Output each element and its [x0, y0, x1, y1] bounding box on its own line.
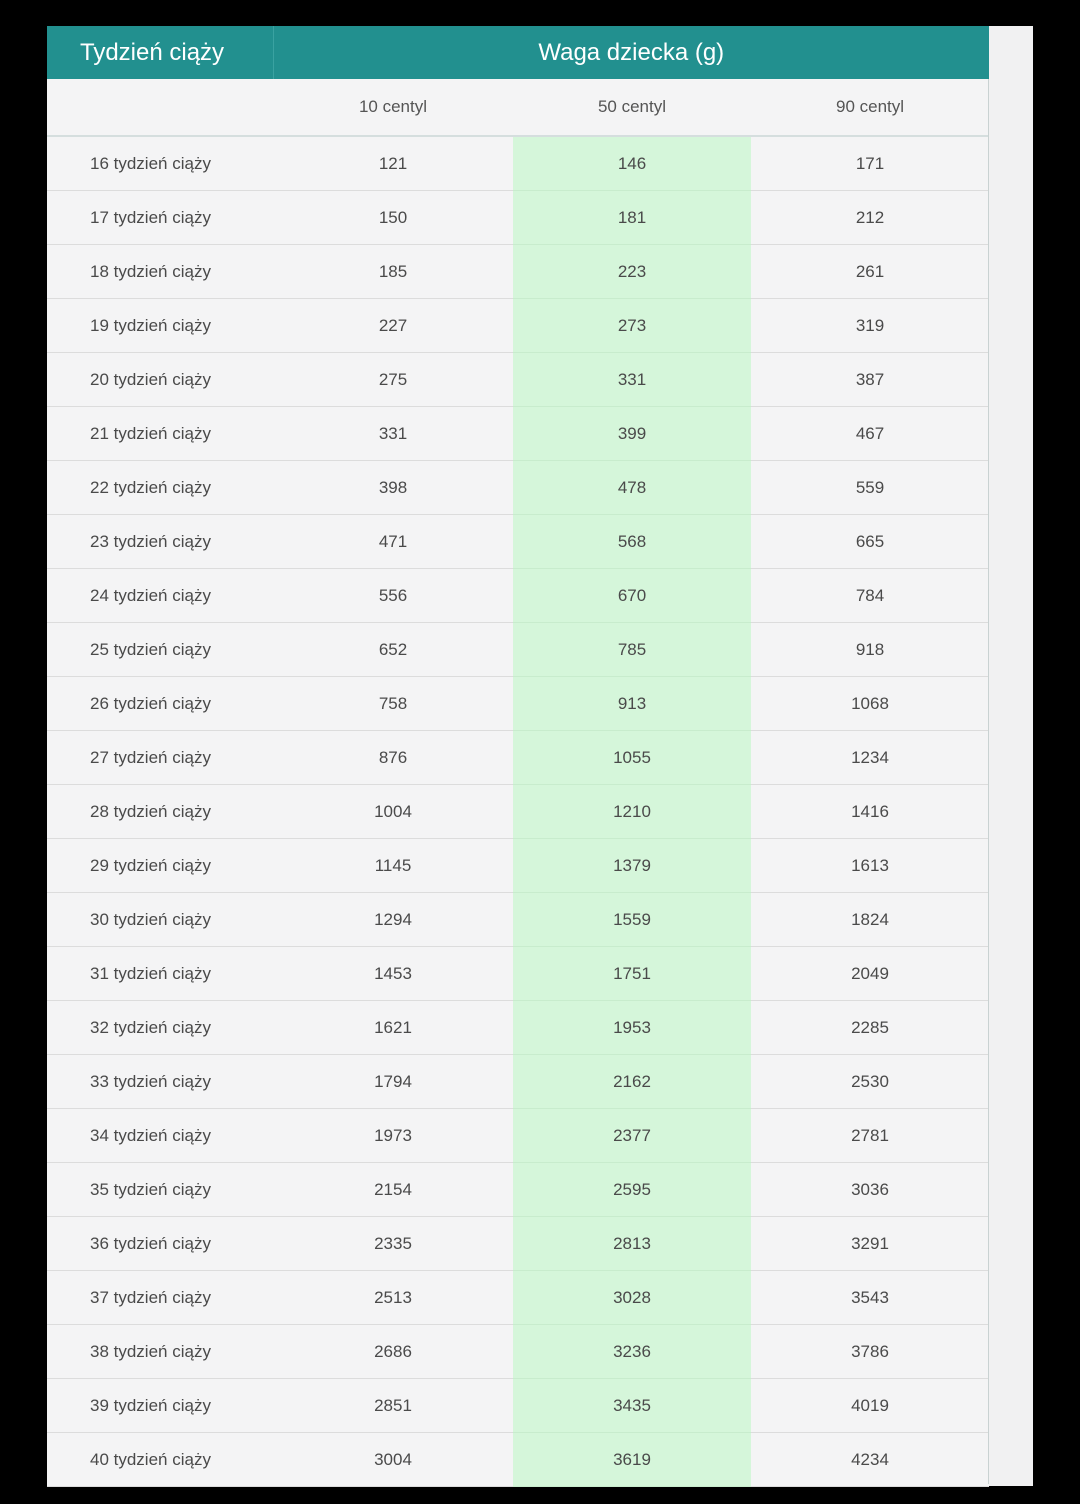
percentile-90-cell: 918	[751, 623, 989, 677]
percentile-50-cell: 1559	[513, 893, 751, 947]
week-cell: 38 tydzień ciąży	[47, 1325, 273, 1379]
percentile-10-cell: 876	[273, 731, 513, 785]
week-cell: 37 tydzień ciąży	[47, 1271, 273, 1325]
table-row	[47, 1163, 989, 1217]
percentile-90-cell: 467	[751, 407, 989, 461]
week-cell: 21 tydzień ciąży	[47, 407, 273, 461]
week-cell: 28 tydzień ciąży	[47, 785, 273, 839]
table-row	[47, 353, 989, 407]
percentile-50-cell: 1379	[513, 839, 751, 893]
percentile-50-cell: 181	[513, 191, 751, 245]
percentile-10-cell: 1621	[273, 1001, 513, 1055]
percentile-90-cell: 1416	[751, 785, 989, 839]
fetal-weight-table	[47, 26, 989, 1487]
percentile-90-cell: 261	[751, 245, 989, 299]
percentile-10-header: 10 centyl	[273, 79, 513, 136]
percentile-10-cell: 1145	[273, 839, 513, 893]
week-cell: 34 tydzień ciąży	[47, 1109, 273, 1163]
week-cell: 29 tydzień ciąży	[47, 839, 273, 893]
percentile-10-cell: 556	[273, 569, 513, 623]
percentile-90-header: 90 centyl	[751, 79, 989, 136]
percentile-90-cell: 319	[751, 299, 989, 353]
week-cell: 22 tydzień ciąży	[47, 461, 273, 515]
percentile-90-cell: 2781	[751, 1109, 989, 1163]
percentile-90-cell: 4234	[751, 1433, 989, 1487]
percentile-50-cell: 273	[513, 299, 751, 353]
table-row	[47, 677, 989, 731]
percentile-50-cell: 3028	[513, 1271, 751, 1325]
percentile-50-cell: 478	[513, 461, 751, 515]
table-row	[47, 1109, 989, 1163]
percentile-50-cell: 331	[513, 353, 751, 407]
percentile-90-cell: 3786	[751, 1325, 989, 1379]
table-body	[47, 136, 989, 1487]
percentile-50-cell: 913	[513, 677, 751, 731]
percentile-50-cell: 1055	[513, 731, 751, 785]
week-cell: 39 tydzień ciąży	[47, 1379, 273, 1433]
week-cell: 17 tydzień ciąży	[47, 191, 273, 245]
percentile-90-cell: 2530	[751, 1055, 989, 1109]
percentile-10-cell: 185	[273, 245, 513, 299]
table-row	[47, 299, 989, 353]
table-row	[47, 515, 989, 569]
week-cell: 35 tydzień ciąży	[47, 1163, 273, 1217]
table-row	[47, 1325, 989, 1379]
table-row	[47, 623, 989, 677]
percentile-10-cell: 227	[273, 299, 513, 353]
page-margin-strip	[989, 26, 1033, 1486]
week-cell: 30 tydzień ciąży	[47, 893, 273, 947]
empty-header-cell	[47, 79, 273, 136]
percentile-90-cell: 559	[751, 461, 989, 515]
table-row	[47, 1055, 989, 1109]
table-row	[47, 461, 989, 515]
percentile-10-cell: 3004	[273, 1433, 513, 1487]
percentile-50-cell: 1953	[513, 1001, 751, 1055]
week-cell: 24 tydzień ciąży	[47, 569, 273, 623]
week-cell: 33 tydzień ciąży	[47, 1055, 273, 1109]
percentile-90-cell: 784	[751, 569, 989, 623]
table-row	[47, 785, 989, 839]
percentile-50-cell: 1751	[513, 947, 751, 1001]
percentile-header-row	[47, 79, 989, 136]
table-row	[47, 1001, 989, 1055]
percentile-90-cell: 665	[751, 515, 989, 569]
percentile-10-cell: 758	[273, 677, 513, 731]
percentile-90-cell: 2049	[751, 947, 989, 1001]
percentile-90-cell: 3543	[751, 1271, 989, 1325]
percentile-50-cell: 3435	[513, 1379, 751, 1433]
week-cell: 26 tydzień ciąży	[47, 677, 273, 731]
table-row	[47, 569, 989, 623]
percentile-90-cell: 3036	[751, 1163, 989, 1217]
week-cell: 19 tydzień ciąży	[47, 299, 273, 353]
week-cell: 31 tydzień ciąży	[47, 947, 273, 1001]
percentile-10-cell: 1004	[273, 785, 513, 839]
percentile-90-cell: 2285	[751, 1001, 989, 1055]
percentile-10-cell: 275	[273, 353, 513, 407]
percentile-10-cell: 2686	[273, 1325, 513, 1379]
table-row	[47, 839, 989, 893]
percentile-90-cell: 1824	[751, 893, 989, 947]
percentile-50-cell: 2162	[513, 1055, 751, 1109]
percentile-90-cell: 4019	[751, 1379, 989, 1433]
percentile-10-cell: 331	[273, 407, 513, 461]
table-row	[47, 1271, 989, 1325]
table-row	[47, 136, 989, 191]
week-cell: 16 tydzień ciąży	[47, 136, 273, 191]
percentile-50-cell: 146	[513, 136, 751, 191]
percentile-10-cell: 2154	[273, 1163, 513, 1217]
percentile-50-cell: 2595	[513, 1163, 751, 1217]
table-right-border	[988, 79, 989, 1484]
percentile-50-cell: 2813	[513, 1217, 751, 1271]
table-row	[47, 893, 989, 947]
percentile-10-cell: 2851	[273, 1379, 513, 1433]
week-cell: 27 tydzień ciąży	[47, 731, 273, 785]
table-title-row	[47, 26, 989, 79]
table-row	[47, 245, 989, 299]
percentile-90-cell: 387	[751, 353, 989, 407]
percentile-10-cell: 1973	[273, 1109, 513, 1163]
percentile-10-cell: 1453	[273, 947, 513, 1001]
week-cell: 18 tydzień ciąży	[47, 245, 273, 299]
week-cell: 23 tydzień ciąży	[47, 515, 273, 569]
table-row	[47, 731, 989, 785]
percentile-50-header: 50 centyl	[513, 79, 751, 136]
percentile-10-cell: 652	[273, 623, 513, 677]
week-cell: 20 tydzień ciąży	[47, 353, 273, 407]
percentile-50-cell: 3236	[513, 1325, 751, 1379]
percentile-50-cell: 670	[513, 569, 751, 623]
percentile-10-cell: 1294	[273, 893, 513, 947]
percentile-90-cell: 171	[751, 136, 989, 191]
weight-column-header: Waga dziecka (g)	[273, 26, 989, 79]
table-header	[47, 26, 989, 136]
week-cell: 36 tydzień ciąży	[47, 1217, 273, 1271]
percentile-50-cell: 785	[513, 623, 751, 677]
percentile-10-cell: 150	[273, 191, 513, 245]
percentile-10-cell: 398	[273, 461, 513, 515]
percentile-10-cell: 471	[273, 515, 513, 569]
percentile-50-cell: 3619	[513, 1433, 751, 1487]
table-row	[47, 1217, 989, 1271]
percentile-90-cell: 1613	[751, 839, 989, 893]
table-row	[47, 1379, 989, 1433]
table-row	[47, 1433, 989, 1487]
percentile-10-cell: 2335	[273, 1217, 513, 1271]
percentile-50-cell: 2377	[513, 1109, 751, 1163]
percentile-50-cell: 568	[513, 515, 751, 569]
week-column-header: Tydzień ciąży	[47, 26, 273, 79]
week-cell: 25 tydzień ciąży	[47, 623, 273, 677]
percentile-90-cell: 212	[751, 191, 989, 245]
percentile-90-cell: 3291	[751, 1217, 989, 1271]
table-row	[47, 407, 989, 461]
percentile-50-cell: 399	[513, 407, 751, 461]
percentile-10-cell: 2513	[273, 1271, 513, 1325]
percentile-50-cell: 223	[513, 245, 751, 299]
percentile-10-cell: 121	[273, 136, 513, 191]
percentile-90-cell: 1234	[751, 731, 989, 785]
percentile-10-cell: 1794	[273, 1055, 513, 1109]
week-cell: 40 tydzień ciąży	[47, 1433, 273, 1487]
table-row	[47, 947, 989, 1001]
week-cell: 32 tydzień ciąży	[47, 1001, 273, 1055]
percentile-50-cell: 1210	[513, 785, 751, 839]
percentile-90-cell: 1068	[751, 677, 989, 731]
table-row	[47, 191, 989, 245]
